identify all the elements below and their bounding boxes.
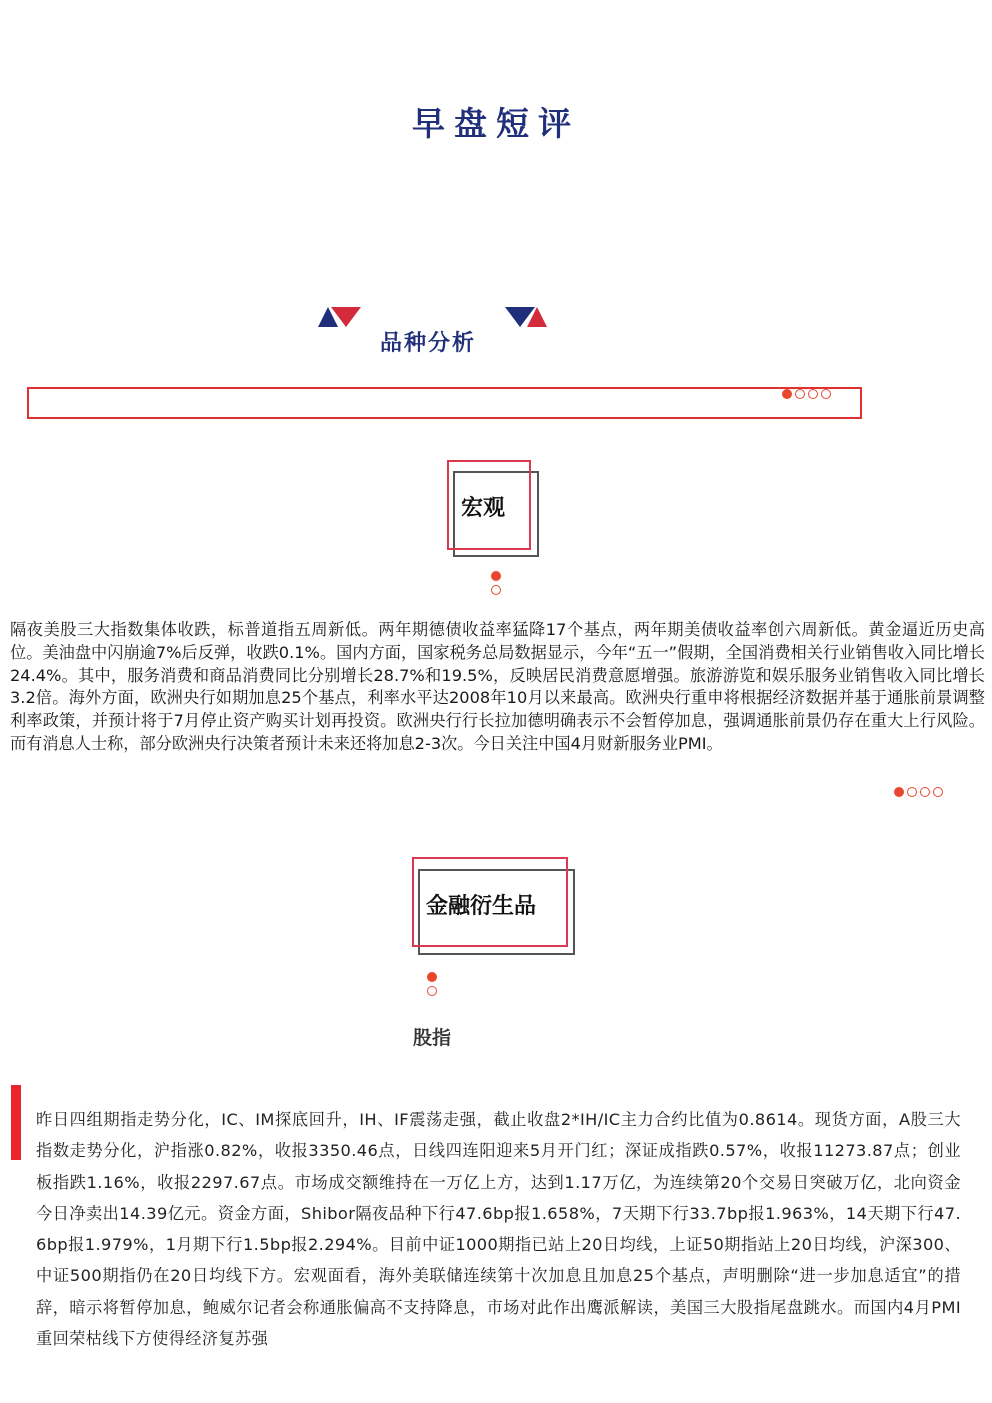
dot-outline-icon	[808, 389, 818, 399]
section-label: 品种分析	[380, 331, 477, 356]
macro-title: 宏观	[461, 496, 506, 521]
dot-filled-icon	[894, 787, 904, 797]
derivatives-title: 金融衍生品	[426, 894, 537, 919]
dot-filled-icon	[427, 972, 437, 982]
dot-outline-icon	[920, 787, 930, 797]
page-title: 早盘短评	[412, 104, 580, 143]
banner-dots	[782, 389, 831, 399]
dot-outline-icon	[821, 389, 831, 399]
macro-vertical-dots	[491, 571, 501, 595]
dot-outline-icon	[933, 787, 943, 797]
dot-outline-icon	[491, 585, 501, 595]
macro-paragraph: 隔夜美股三大指数集体收跌，标普道指五周新低。两年期德债收益率猛降17个基点，两年期美债收益率创六周新低。黄金逼近历史高位。美油盘中闪崩逾7%后反弹，收跌0.1%。国内方面，国家税务总局数据显示，今年“五一”假期，全国消费相关行业销售收入同比增长24.4%。其中，服务消费和商品消费同比分别增长28.7%和19.5%，反映居民消费意愿增强。旅游游览和娱乐服务业销售收入同比增长3.2倍。海外方面，欧洲央行如期加息25个基点，利率水平达2008年10月以来最高。欧洲央行重申将根据经济数据并基于通胀前景调整利率政策，并预计将于7月停止资产购买计划再投资。欧洲央行行长拉加德明确表示不会暂停加息，强调通胀前景仍存在重大上行风险。而有消息人士称，部分欧洲央行决策者预计未来还将加息2-3次。今日关注中国4月财新服务业PMI。	[10, 620, 985, 753]
stock-index-paragraph: 昨日四组期指走势分化，IC、IM探底回升，IH、IF震荡走强，截止收盘2*IH/IC主力合约比值为0.8614。现货方面，A股三大指数走势分化，沪指涨0.82%，收报3350.46点，日线四连阳迎来5月开门红；深证成指跌0.57%，收报11273.87点；创业板指跌1.16%，收报2297.67点。市场成交额维持在一万亿上方，达到1.17万亿，为连续第20个交易日突破万亿，北向资金今日净卖出14.39亿元。资金方面，Shibor隔夜品种下行47.6bp报1.658%，7天期下行33.7bp报1.963%，14天期下行47.6bp报1.979%，1月期下行1.5bp报2.294%。目前中证1000期指已站上20日均线，上证50期指站上20日均线，沪深300、中证500期指仍在20日均线下方。宏观面看，海外美联储连续第十次加息且加息25个基点，声明删除“进一步加息适宜”的措辞，暗示将暂停加息，鲍威尔记者会称通胀偏高不支持降息，市场对此作出鹰派解读，美国三大股指尾盘跳水。而国内4月PMI重回荣枯线下方使得经济复苏强	[36, 1110, 961, 1349]
paragraph-accent-bar	[11, 1085, 21, 1160]
paragraph-end-dots	[894, 787, 943, 797]
dot-outline-icon	[795, 389, 805, 399]
dot-outline-icon	[907, 787, 917, 797]
dot-filled-icon	[491, 571, 501, 581]
dot-outline-icon	[427, 986, 437, 996]
section-banner	[27, 387, 862, 419]
stock-index-subtitle: 股指	[413, 1027, 452, 1049]
derivatives-vertical-dots	[427, 972, 437, 996]
dot-filled-icon	[782, 389, 792, 399]
